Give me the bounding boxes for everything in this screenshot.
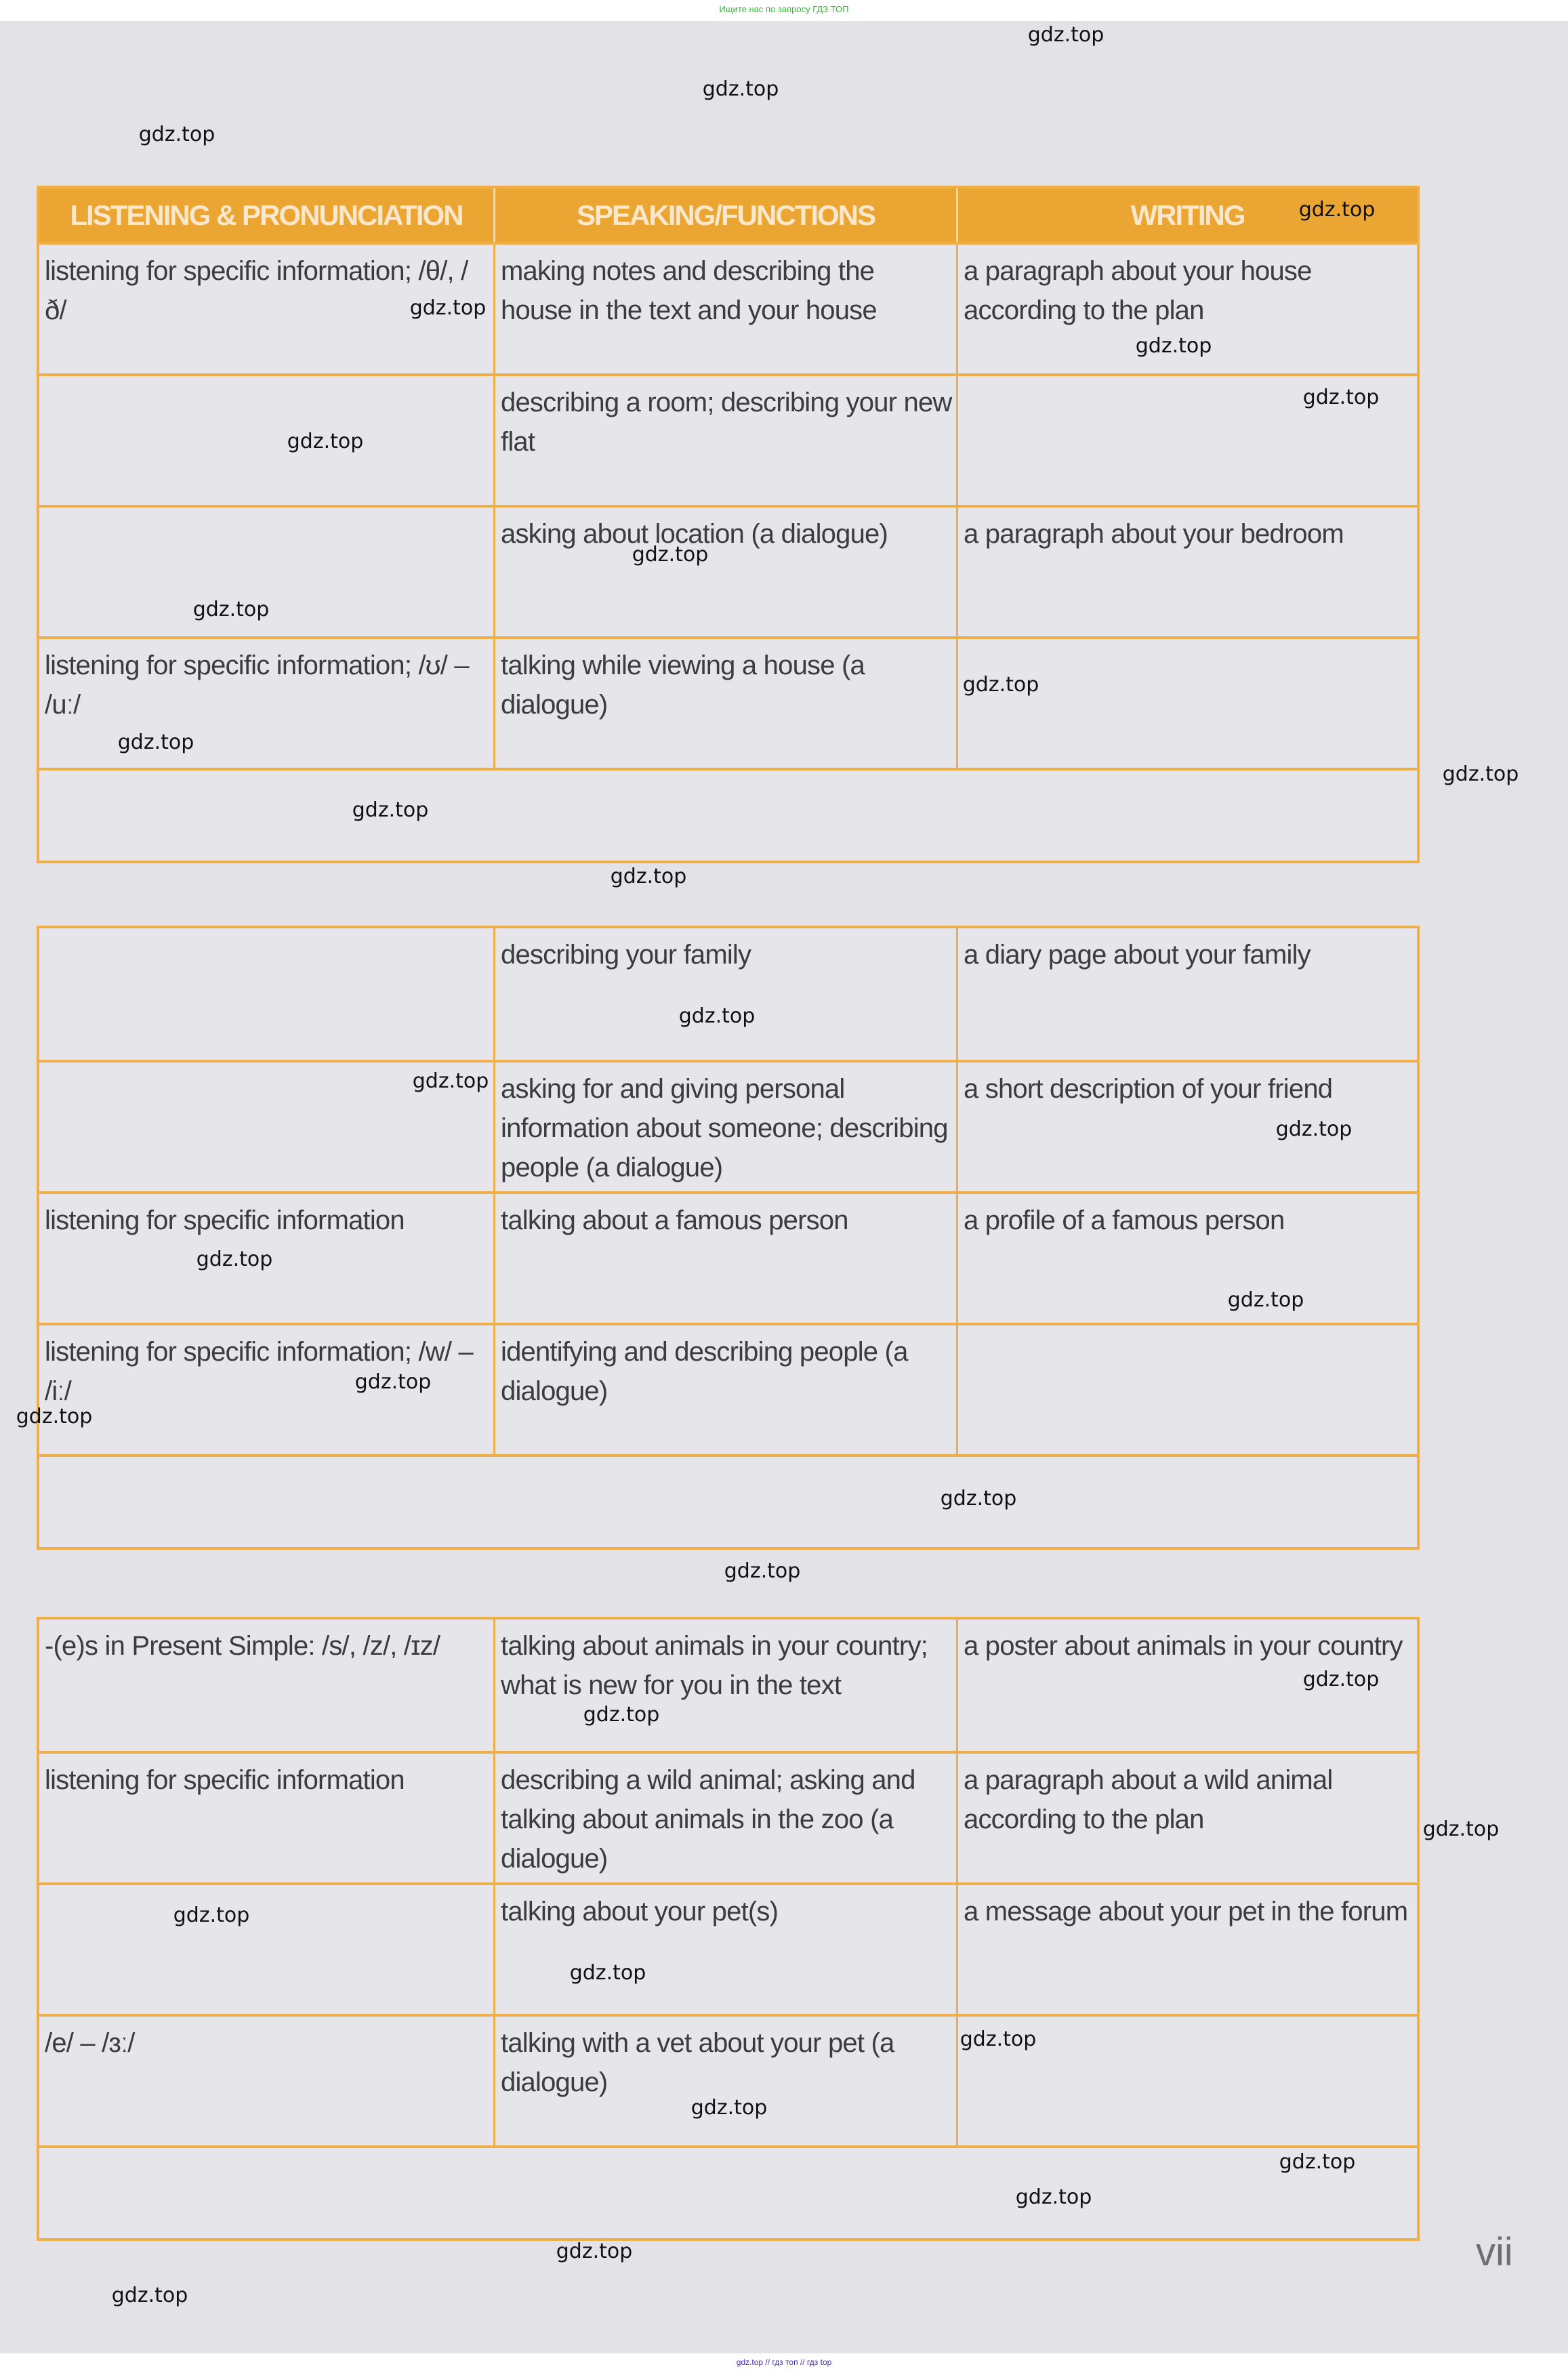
speaking-cell: asking about location (a dialogue)	[495, 508, 958, 636]
bottom-banner	[0, 2353, 1568, 2371]
speaking-cell: talking while viewing a house (a dialogue)	[495, 639, 958, 768]
watermark: gdz.top	[409, 296, 487, 320]
writing-cell: a message about your pet in the forum	[964, 1897, 1408, 1926]
watermark: gdz.top	[1027, 23, 1105, 47]
watermark: gdz.top	[940, 1487, 1017, 1510]
page-number: vii	[1476, 2230, 1513, 2274]
table-footer-row	[39, 1454, 1417, 1547]
writing-cell	[958, 639, 1417, 768]
watermark: gdz.top	[173, 1903, 250, 1927]
watermark: gdz.top	[192, 598, 270, 621]
speaking-cell: talking about your pet(s)	[495, 1885, 958, 2014]
table-row	[39, 1751, 1417, 1882]
speaking-cell: describing a wild animal; asking and talking about animals in the zoo (a dialogue)	[495, 1754, 958, 1882]
speaking-cell: describing your family	[495, 928, 958, 1060]
watermark: gdz.top	[724, 1559, 801, 1583]
top-banner	[0, 0, 1568, 21]
watermark: gdz.top	[287, 430, 364, 453]
watermark: gdz.top	[354, 1370, 432, 1394]
listening-cell: listening for specific information; /w/ – /iː/	[39, 1325, 495, 1454]
table-row	[39, 2014, 1417, 2145]
watermark: gdz.top	[138, 123, 215, 146]
writing-cell: a profile of a famous person	[964, 1205, 1285, 1235]
watermark: gdz.top	[610, 865, 687, 888]
writing-cell: a diary page about your family	[964, 940, 1311, 970]
table-row	[39, 928, 1417, 1060]
table-row	[39, 1060, 1417, 1191]
watermark: gdz.top	[702, 77, 779, 101]
listening-cell: listening for specific information; /θ/, /ð/	[39, 245, 495, 373]
watermark: gdz.top	[1302, 1668, 1380, 1691]
writing-cell: a paragraph about a wild animal according to the plan	[964, 1765, 1333, 1834]
listening-cell: listening for specific information; /ʊ/ – /uː/	[39, 639, 495, 768]
writing-cell: a short description of your friend	[964, 1074, 1333, 1104]
speaking-cell: identifying and describing people (a dialogue)	[495, 1325, 958, 1454]
footer-cell	[39, 2148, 495, 2238]
watermark: gdz.top	[962, 673, 1039, 697]
watermark: gdz.top	[556, 2240, 633, 2263]
speaking-cell: asking for and giving personal information about someone; describing people (a dialogue)	[495, 1063, 958, 1191]
watermark: gdz.top	[111, 2284, 188, 2307]
watermark: gdz.top	[1135, 334, 1212, 358]
speaking-cell: talking about animals in your country; what is new for you in the text	[495, 1620, 958, 1751]
syllabus-table-3	[37, 1617, 1420, 2241]
table-row	[39, 373, 1417, 505]
watermark: gdz.top	[196, 1248, 273, 1271]
watermark: gdz.top	[678, 1004, 756, 1028]
listening-cell	[39, 928, 495, 1060]
listening-cell: listening for specific information	[39, 1754, 495, 1882]
listening-cell	[39, 376, 495, 505]
watermark: gdz.top	[1275, 1117, 1353, 1141]
header-speaking: SPEAKING/FUNCTIONS	[495, 188, 958, 242]
bottom-banner-text: gdz.top // гдз топ // гдз top	[736, 2357, 832, 2367]
speaking-cell: describing a room; describing your new flat	[495, 376, 958, 505]
watermark: gdz.top	[1279, 2150, 1356, 2174]
speaking-cell: talking with a vet about your pet (a dialogue)	[495, 2017, 958, 2145]
watermark: gdz.top	[1015, 2185, 1092, 2209]
table-row	[39, 636, 1417, 768]
speaking-cell: making notes and describing the house in the text and your house	[495, 245, 958, 373]
header-listening: LISTENING & PRONUNCIATION	[39, 188, 495, 242]
writing-cell: a paragraph about your bedroom	[964, 519, 1344, 549]
table-row	[39, 1620, 1417, 1751]
watermark: gdz.top	[583, 1703, 660, 1727]
watermark: gdz.top	[632, 543, 709, 566]
syllabus-table-1	[37, 186, 1420, 863]
watermark: gdz.top	[569, 1961, 646, 1985]
table-footer-row	[39, 768, 1417, 861]
table-header	[39, 188, 1417, 242]
watermark: gdz.top	[1442, 762, 1519, 786]
watermark: gdz.top	[690, 2096, 768, 2120]
watermark: gdz.top	[352, 798, 429, 822]
listening-cell: -(e)s in Present Simple: /s/, /z/, /ɪz/	[39, 1620, 495, 1751]
watermark: gdz.top	[1227, 1288, 1304, 1312]
watermark: gdz.top	[16, 1405, 93, 1428]
table-row	[39, 1323, 1417, 1454]
table-footer-row	[39, 2145, 1417, 2238]
watermark: gdz.top	[117, 730, 194, 754]
watermark: gdz.top	[960, 2027, 1037, 2051]
watermark: gdz.top	[1298, 198, 1376, 222]
footer-cell	[39, 1457, 495, 1547]
listening-cell	[39, 1885, 495, 2014]
writing-cell: a poster about animals in your country	[964, 1631, 1403, 1661]
table-row	[39, 1882, 1417, 2014]
writing-cell	[958, 1325, 1417, 1454]
header-writing: WRITING	[1130, 199, 1245, 231]
watermark: gdz.top	[412, 1069, 489, 1093]
watermark: gdz.top	[1422, 1817, 1500, 1841]
listening-cell: /e/ – /ɜː/	[39, 2017, 495, 2145]
writing-cell: a paragraph about your house according to the plan	[964, 256, 1312, 325]
listening-cell: listening for specific information	[39, 1194, 495, 1323]
watermark: gdz.top	[1302, 386, 1380, 409]
speaking-cell: talking about a famous person	[495, 1194, 958, 1323]
top-banner-text: Ищите нас по запросу ГДЗ ТОП	[719, 4, 849, 14]
